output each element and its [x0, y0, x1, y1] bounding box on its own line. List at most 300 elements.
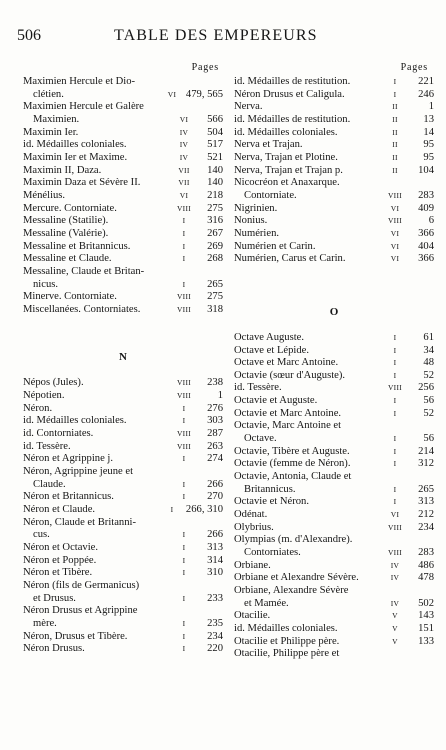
index-entry — [234, 648, 434, 661]
index-entry — [23, 390, 223, 403]
entry-name: Octavie et Marc Antoine. — [234, 407, 342, 419]
entry-name: id. Médailles de restitution. — [234, 76, 351, 87]
entry-volume: VIII — [176, 429, 192, 439]
entry-name: id. Médailles de restitution. — [234, 113, 351, 125]
entry-volume: I — [182, 216, 186, 226]
entry-page: 276 — [207, 402, 223, 414]
entry-page: 265 — [418, 483, 434, 495]
entry-name: Népos (Jules). — [23, 377, 84, 389]
index-entry — [23, 139, 223, 152]
entry-volume: I — [393, 358, 397, 368]
entry-volume: VIII — [176, 391, 192, 401]
entry-volume: I — [393, 77, 397, 86]
entry-page: 140 — [207, 177, 223, 189]
entry-volume: VIII — [176, 292, 192, 302]
entry-page: 263 — [207, 440, 223, 452]
index-entry — [234, 382, 434, 395]
index-entry — [23, 415, 223, 428]
index-entry — [234, 152, 434, 165]
entry-page: 517 — [207, 139, 223, 151]
index-entry — [23, 76, 223, 101]
entry-name: Octavie et Néron. — [234, 496, 310, 508]
entry-page: 104 — [418, 164, 434, 176]
page-number: 506 — [17, 27, 41, 44]
entry-page: 133 — [418, 635, 434, 647]
entry-volume: IV — [179, 140, 189, 150]
entry-volume: VIII — [387, 383, 403, 393]
entry-name: Olympias (m. d'Alexandre). — [234, 534, 353, 546]
index-entry — [23, 403, 223, 416]
index-entry — [23, 453, 223, 466]
right-column — [234, 60, 434, 661]
entry-page: 504 — [207, 126, 223, 138]
entry-volume: VIII — [387, 522, 403, 532]
index-entry — [23, 215, 223, 228]
entry-name: Maximin II, Daza. — [23, 164, 102, 176]
entry-volume: I — [182, 279, 186, 289]
entry-name: Maximin Ier et Maxime. — [23, 151, 128, 163]
entry-name: Néron et Agrippine j. — [23, 453, 114, 465]
entry-name: Octavie (sœur d'Auguste). — [234, 369, 346, 381]
entry-name: nicus. — [33, 278, 59, 290]
section-spacer — [234, 266, 434, 292]
entry-page: 235 — [207, 617, 223, 629]
entry-volume: VIII — [387, 548, 403, 557]
entry-volume: I — [182, 593, 186, 603]
entry-page: 275 — [207, 291, 223, 303]
entry-volume: II — [392, 152, 398, 162]
entry-name: clétien. — [33, 88, 64, 100]
entry-list — [234, 76, 434, 266]
index-entry — [234, 522, 434, 535]
index-entry — [234, 101, 434, 114]
entry-name: Néron, Claude et Britanni- — [23, 516, 136, 528]
index-entry — [234, 139, 434, 152]
entry-page: 287 — [207, 428, 223, 440]
entry-volume: I — [393, 408, 397, 418]
entry-page: 256 — [418, 382, 434, 394]
index-entry — [234, 127, 434, 140]
section-spacer — [23, 316, 223, 337]
index-entry — [234, 623, 434, 636]
index-entry — [23, 165, 223, 178]
entry-name: Maximien. — [33, 113, 80, 125]
entry-name: Néron (fils de Germanicus) — [23, 579, 140, 591]
index-entry — [23, 190, 223, 203]
entry-page: 274 — [207, 453, 223, 465]
entry-volume: VIII — [176, 203, 192, 213]
entry-volume: I — [393, 497, 397, 507]
index-entry — [234, 357, 434, 370]
entry-page: 479, 565 — [185, 88, 223, 100]
entry-volume: I — [182, 631, 186, 641]
entry-page: 1 — [428, 101, 434, 113]
index-entry — [23, 266, 223, 291]
entry-volume: VI — [167, 89, 177, 99]
index-entry — [234, 89, 434, 102]
entry-name: Octave et Marc Antoine. — [234, 357, 339, 369]
entry-volume: I — [182, 555, 186, 565]
entry-page: 283 — [418, 547, 434, 558]
entry-name: id. Médailles coloniales. — [234, 622, 338, 634]
entry-page: 269 — [207, 240, 223, 252]
entry-name: Messaline et Britannicus. — [23, 240, 131, 252]
entry-page: 266, 310 — [185, 504, 223, 516]
index-entry — [23, 291, 223, 304]
entry-name: Maximien Hercule et Dio- — [23, 76, 136, 87]
index-entry — [234, 534, 434, 559]
entry-volume: VIII — [176, 304, 192, 314]
entry-volume: VI — [179, 190, 189, 200]
entry-page: 265 — [207, 278, 223, 290]
entry-page: 502 — [418, 597, 434, 609]
index-entry — [234, 420, 434, 445]
entry-page: 233 — [207, 592, 223, 604]
entry-page: 218 — [207, 189, 223, 201]
entry-volume: I — [182, 416, 186, 426]
entry-volume: VIII — [176, 441, 192, 451]
entry-name: Britannicus. — [244, 483, 296, 495]
entry-name: Messaline et Claude. — [23, 253, 112, 265]
entry-name: Octavie (femme de Néron). — [234, 458, 351, 470]
entry-page: 214 — [418, 445, 434, 457]
entry-page: 238 — [207, 377, 223, 389]
entry-volume: VIII — [387, 190, 403, 200]
entry-volume: IV — [179, 152, 189, 162]
entry-name: Mercure. Contorniate. — [23, 202, 117, 214]
entry-name: et Mamée. — [244, 597, 289, 609]
entry-page: 234 — [207, 630, 223, 642]
entry-volume: VIII — [176, 378, 192, 388]
index-entry — [234, 610, 434, 623]
index-entry — [23, 441, 223, 454]
index-entry — [234, 332, 434, 345]
entry-volume: VII — [178, 178, 190, 188]
entry-name: Otacilie et Philippe père. — [234, 635, 340, 647]
index-entry — [234, 509, 434, 522]
entry-page: 212 — [418, 509, 434, 521]
entry-name: id. Médailles coloniales. — [23, 415, 127, 427]
index-entry — [23, 127, 223, 140]
entry-volume: I — [393, 459, 397, 469]
index-entry — [234, 345, 434, 358]
entry-page: 234 — [418, 521, 434, 533]
entry-name: Claude. — [33, 478, 66, 490]
entry-page: 313 — [207, 542, 223, 553]
entry-volume: I — [182, 530, 186, 540]
entry-volume: VI — [390, 510, 400, 520]
index-entry — [23, 304, 223, 317]
index-entry — [234, 241, 434, 254]
index-entry — [23, 643, 223, 656]
entry-name: Néron Drusus. — [23, 643, 85, 655]
index-entry — [234, 446, 434, 459]
entry-volume: I — [182, 618, 186, 628]
entry-name: id. Médailles coloniales. — [234, 126, 338, 138]
entry-page: 95 — [423, 151, 434, 163]
entry-page: 283 — [418, 189, 434, 201]
entry-volume: I — [170, 505, 174, 515]
entry-page: 310 — [207, 567, 223, 579]
entry-page: 313 — [418, 496, 434, 508]
entry-volume: IV — [390, 560, 400, 570]
entry-page: 221 — [418, 76, 434, 87]
entry-page: 366 — [418, 227, 434, 239]
entry-volume: IV — [390, 598, 400, 608]
entry-list — [23, 76, 223, 316]
entry-page: 95 — [423, 139, 434, 151]
entry-name: Nicocréon et Anaxarque. — [234, 177, 340, 189]
index-entry — [23, 101, 223, 126]
entry-name: et Drusus. — [33, 592, 76, 604]
entry-page: 52 — [423, 369, 434, 381]
entry-name: Néron et Claude. — [23, 504, 96, 516]
entry-name: Nonius. — [234, 215, 268, 227]
entry-page: 486 — [418, 559, 434, 571]
entry-name: Messaline (Valérie). — [23, 227, 109, 239]
index-entry — [234, 203, 434, 216]
entry-page: 521 — [207, 151, 223, 163]
pages-column-header: Pages — [191, 62, 219, 73]
index-entry — [234, 114, 434, 127]
entry-volume: VI — [390, 203, 400, 213]
entry-name: Contorniates. — [244, 547, 301, 558]
index-entry — [23, 253, 223, 266]
entry-page: 268 — [207, 253, 223, 265]
index-entry — [23, 466, 223, 491]
index-entry — [234, 585, 434, 610]
section-letter: N — [119, 351, 127, 364]
entry-page: 56 — [423, 433, 434, 445]
entry-page: 270 — [207, 491, 223, 503]
entry-page: 404 — [418, 240, 434, 252]
entry-name: Otacilie, Philippe père et — [234, 648, 340, 660]
entry-page: 48 — [423, 357, 434, 369]
entry-name: Numérien. — [234, 227, 280, 239]
entry-name: Odénat. — [234, 509, 268, 521]
entry-volume: V — [392, 611, 398, 621]
entry-page: 312 — [418, 458, 434, 470]
entry-volume: I — [393, 446, 397, 456]
entry-volume: I — [393, 434, 397, 444]
entry-page: 61 — [423, 331, 434, 343]
running-title: TABLE DES EMPEREURS — [114, 27, 318, 44]
left-column — [23, 60, 223, 656]
entry-name: Néron et Britannicus. — [23, 491, 114, 503]
entry-name: Orbiane, Alexandre Sévère — [234, 584, 349, 596]
entry-name: Numérien, Carus et Carin. — [234, 253, 346, 265]
entry-volume: VI — [390, 228, 400, 238]
index-entry — [23, 491, 223, 504]
entry-name: Minerve. Contorniate. — [23, 291, 117, 303]
entry-volume: VI — [390, 241, 400, 251]
index-entry — [234, 408, 434, 421]
index-entry — [234, 165, 434, 178]
entry-list — [23, 377, 223, 655]
entry-volume: I — [182, 568, 186, 578]
entry-name: Octave. — [244, 433, 277, 445]
entry-volume: I — [182, 543, 186, 552]
index-entry — [234, 471, 434, 496]
entry-volume: IV — [390, 573, 400, 583]
entry-volume: I — [182, 492, 186, 502]
entry-volume: VII — [178, 165, 190, 175]
index-entry — [234, 636, 434, 649]
entry-volume: I — [182, 403, 186, 413]
entry-name: Miscellanées. Contorniates. — [23, 303, 141, 315]
entry-page: 13 — [423, 113, 434, 125]
entry-page: 14 — [423, 126, 434, 138]
entry-name: Néron, Agrippine jeune et — [23, 466, 134, 478]
entry-volume: I — [182, 254, 186, 264]
entry-volume: I — [182, 228, 186, 238]
entry-page: 314 — [207, 554, 223, 566]
index-entry — [23, 542, 223, 555]
entry-name: Otacilie. — [234, 610, 271, 622]
entry-list — [234, 332, 434, 661]
entry-volume: VI — [179, 114, 189, 124]
entry-page: 366 — [418, 253, 434, 265]
entry-name: Néron, Drusus et Tibère. — [23, 630, 128, 642]
index-entry — [23, 428, 223, 441]
entry-name: Nerva, Trajan et Trajan p. — [234, 164, 343, 176]
pages-column-header: Pages — [400, 62, 428, 73]
entry-name: mère. — [33, 617, 57, 629]
index-entry — [234, 458, 434, 471]
entry-volume: I — [182, 644, 186, 654]
entry-page: 6 — [428, 215, 434, 227]
index-entry — [23, 555, 223, 568]
index-entry — [234, 370, 434, 383]
entry-name: Octavie et Auguste. — [234, 395, 318, 407]
entry-volume: I — [393, 396, 397, 406]
entry-page: 246 — [418, 88, 434, 100]
entry-page: 266 — [207, 478, 223, 490]
index-entry — [23, 567, 223, 580]
entry-volume: I — [182, 241, 186, 251]
index-entry — [23, 605, 223, 630]
index-entry — [23, 631, 223, 644]
entry-name: Maximin Ier. — [23, 126, 79, 138]
entry-volume: II — [392, 140, 398, 150]
entry-page: 56 — [423, 395, 434, 407]
entry-name: Orbiane et Alexandre Sévère. — [234, 572, 359, 584]
entry-volume: I — [393, 89, 397, 99]
index-entry — [23, 203, 223, 216]
entry-name: Olybrius. — [234, 521, 274, 533]
entry-name: id. Tessère. — [234, 382, 282, 394]
entry-name: Néron Drusus et Caligula. — [234, 88, 345, 100]
entry-name: cus. — [33, 529, 50, 541]
entry-page: 409 — [418, 202, 434, 214]
entry-name: Numérien et Carin. — [234, 240, 316, 252]
index-entry — [23, 580, 223, 605]
entry-volume: II — [392, 165, 398, 175]
entry-name: Néron. — [23, 402, 53, 414]
entry-name: Octave et Lépide. — [234, 344, 309, 356]
entry-name: Octavie, Antonia, Claude et — [234, 471, 352, 483]
entry-page: 318 — [207, 303, 223, 315]
entry-name: Octave Auguste. — [234, 331, 305, 343]
entry-name: Orbiane. — [234, 559, 271, 571]
entry-name: id. Contorniates. — [23, 428, 94, 440]
entry-volume: II — [392, 114, 398, 124]
entry-volume: I — [182, 454, 186, 464]
entry-name: Népotien. — [23, 390, 65, 402]
entry-name: Ménélius. — [23, 189, 66, 201]
entry-volume: II — [392, 127, 398, 137]
entry-volume: VI — [390, 254, 400, 264]
index-entry — [234, 253, 434, 266]
entry-page: 34 — [423, 344, 434, 356]
entry-volume: V — [392, 636, 398, 646]
entry-page: 566 — [207, 113, 223, 125]
index-entry — [23, 177, 223, 190]
entry-name: Messaline, Claude et Britan- — [23, 265, 145, 277]
index-entry — [234, 76, 434, 89]
entry-page: 266 — [207, 529, 223, 541]
entry-volume: I — [182, 479, 186, 489]
entry-page: 52 — [423, 407, 434, 419]
entry-page: 267 — [207, 227, 223, 239]
entry-volume: V — [392, 623, 398, 633]
entry-page: 151 — [418, 622, 434, 634]
index-entry — [23, 241, 223, 254]
entry-name: Nerva. — [234, 101, 263, 113]
entry-page: 143 — [418, 610, 434, 622]
index-entry — [23, 377, 223, 390]
entry-name: Nerva et Trajan. — [234, 139, 303, 151]
entry-volume: I — [393, 370, 397, 380]
entry-page: 1 — [217, 390, 223, 402]
index-entry — [23, 228, 223, 241]
entry-name: Néron et Poppée. — [23, 554, 97, 566]
entry-volume: II — [392, 102, 398, 112]
entry-name: id. Tessère. — [23, 440, 71, 452]
entry-page: 303 — [207, 415, 223, 427]
index-entry — [23, 504, 223, 517]
entry-name: Maximin Daza et Sévère II. — [23, 177, 141, 189]
entry-name: Néron et Octavie. — [23, 542, 99, 553]
entry-name: Octavie, Tibère et Auguste. — [234, 445, 350, 457]
index-entry — [234, 215, 434, 228]
entry-name: Octavie, Marc Antoine et — [234, 420, 342, 432]
entry-name: Néron et Tibère. — [23, 567, 93, 579]
entry-page: 220 — [207, 643, 223, 655]
index-entry — [234, 395, 434, 408]
entry-name: Nerva, Trajan et Plotine. — [234, 151, 338, 163]
entry-volume: IV — [179, 127, 189, 137]
entry-volume: I — [393, 332, 397, 342]
entry-name: Messaline (Statilie). — [23, 215, 109, 227]
entry-page: 140 — [207, 164, 223, 176]
entry-page: 478 — [418, 572, 434, 584]
index-entry — [234, 496, 434, 509]
index-entry — [23, 517, 223, 542]
index-entry — [234, 228, 434, 241]
entry-volume: I — [393, 484, 397, 494]
entry-name: Néron Drusus et Agrippine — [23, 605, 138, 617]
index-entry — [234, 177, 434, 202]
entry-volume: VIII — [387, 216, 403, 226]
entry-page: 275 — [207, 202, 223, 214]
entry-name: Maximien Hercule et Galère — [23, 101, 144, 113]
entry-name: Contorniate. — [244, 189, 297, 201]
entry-name: Nigrinien. — [234, 202, 278, 214]
entry-page: 316 — [207, 215, 223, 227]
entry-name: id. Médailles coloniales. — [23, 139, 127, 151]
entry-volume: I — [393, 345, 397, 355]
